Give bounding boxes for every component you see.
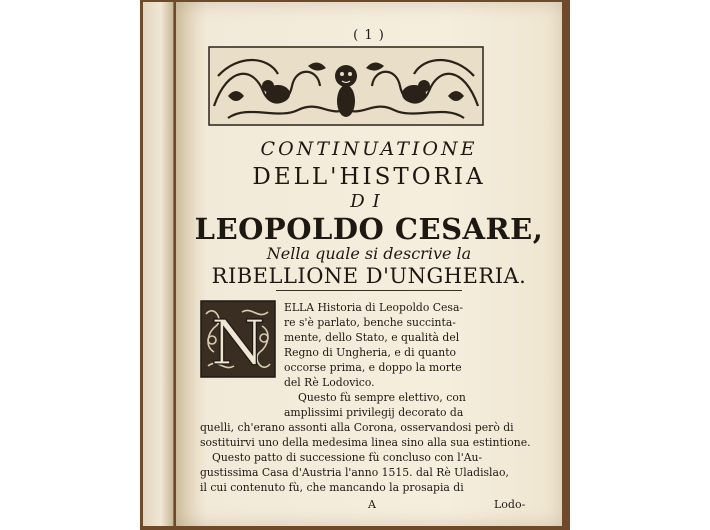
body-line: ELLA Historia di Leopoldo Cesa- — [284, 301, 464, 314]
title-ribellione: RIBELLIONE D'UNGHERIA. — [211, 264, 527, 288]
body-line: del Rè Lodovico. — [284, 376, 375, 389]
decorated-initial — [200, 300, 276, 378]
title-rule — [276, 290, 462, 291]
page-number: ( 1 ) — [353, 28, 385, 43]
title-continuatione: CONTINUATIONE — [260, 138, 478, 160]
body-line: sostituirvi uno della medesima linea sino alla sua estintione. — [200, 436, 531, 449]
body-line: Regno di Ungheria, e di quanto — [284, 346, 457, 359]
signature-mark: A — [368, 498, 376, 511]
body-line: Questo fù sempre elettivo, con — [298, 391, 466, 404]
body-line: amplissimi privilegij decorato da — [284, 406, 464, 419]
catchword: Lodo- — [494, 498, 526, 511]
ornamental-headpiece — [208, 46, 484, 126]
body-line: gustissima Casa d'Austria l'anno 1515. dal Rè Uladislao, — [200, 466, 509, 479]
body-line: quelli, ch'erano assonti alla Corona, osservandosi però di — [200, 421, 514, 434]
book-page — [176, 2, 562, 526]
initial-letter: N — [210, 306, 266, 378]
title-leopoldo-cesare: LEOPOLDO CESARE, — [194, 212, 544, 246]
body-line: occorse prima, e doppo la morte — [284, 361, 462, 374]
body-line: mente, dello Stato, e qualità del — [284, 331, 460, 344]
title-historia: DELL'HISTORIA — [252, 164, 486, 190]
title-di: DI — [350, 191, 388, 212]
body-line: il cui contenuto fù, che mancando la prosapia di — [200, 481, 464, 494]
subtitle-descrive: Nella quale si descrive la — [266, 244, 472, 263]
previous-leaf-edge — [143, 2, 174, 526]
body-line: re s'è parlato, benche succinta- — [284, 316, 456, 329]
body-line: Questo patto di successione fù concluso con l'Au- — [212, 451, 483, 464]
